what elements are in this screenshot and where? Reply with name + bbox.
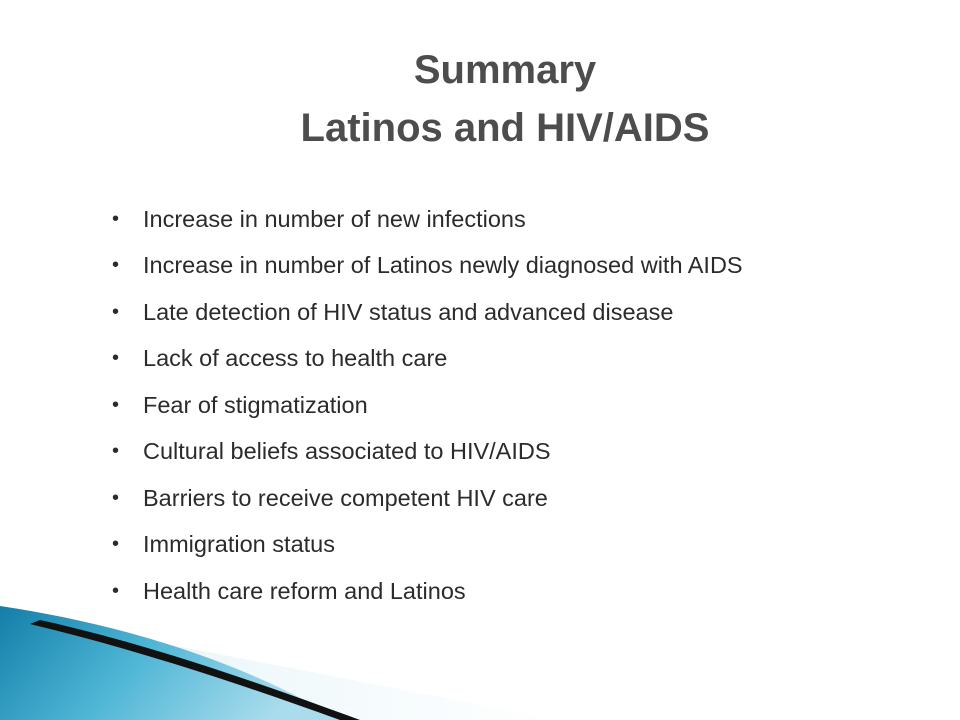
title-line-topic: Latinos and HIV/AIDS xyxy=(300,106,710,150)
bullet-dot: • xyxy=(112,440,120,463)
bullet-item xyxy=(112,568,743,615)
bullet-text: Barriers to receive competent HIV care xyxy=(143,484,548,511)
bullet-item xyxy=(112,429,743,476)
bullet-dot: • xyxy=(112,579,120,602)
bullet-dot: • xyxy=(112,393,120,416)
bullet-dot: • xyxy=(112,347,120,370)
bullet-text: Late detection of HIV status and advanced disease xyxy=(143,298,674,325)
bullet-dot: • xyxy=(112,254,120,277)
bullet-item xyxy=(112,382,743,429)
bullet-text: Lack of access to health care xyxy=(143,345,448,372)
bullet-dot: • xyxy=(112,300,120,323)
bullet-dot: • xyxy=(112,486,120,509)
slide-title xyxy=(0,42,960,158)
bullet-text: Health care reform and Latinos xyxy=(143,577,466,604)
bullet-item xyxy=(112,522,743,569)
bullet-dot: • xyxy=(112,207,120,230)
bullet-text: Increase in number of Latinos newly diagnosed with AIDS xyxy=(143,252,743,279)
bullet-text: Immigration status xyxy=(143,531,335,558)
title-line-summary: Summary xyxy=(413,48,597,92)
bullet-item xyxy=(112,336,743,383)
bullet-text: Increase in number of new infections xyxy=(143,205,526,232)
bullet-item xyxy=(112,475,743,522)
bullet-dot: • xyxy=(112,533,120,556)
bullet-item xyxy=(112,196,743,243)
bullet-item xyxy=(112,289,743,336)
bullet-list xyxy=(112,196,743,615)
bullet-text: Cultural beliefs associated to HIV/AIDS xyxy=(143,438,551,465)
bullet-text: Fear of stigmatization xyxy=(143,391,368,418)
bullet-item xyxy=(112,243,743,290)
